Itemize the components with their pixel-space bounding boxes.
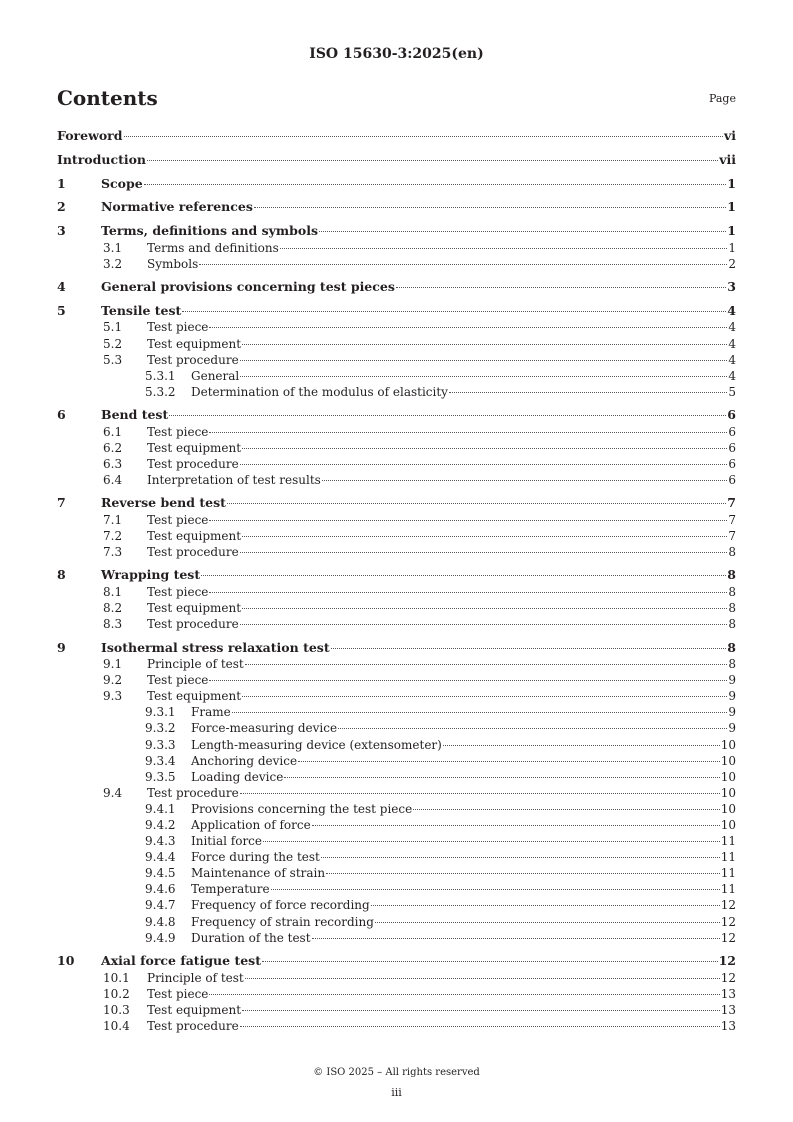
toc-entry-page: 3	[727, 279, 736, 295]
toc-entry-page: 10	[720, 801, 736, 816]
dot-leader	[298, 761, 720, 762]
toc-entry[interactable]	[57, 567, 736, 584]
toc-entry-page: 1	[728, 240, 736, 255]
toc-entry[interactable]	[57, 256, 736, 272]
toc-entry-number: 9.4.8	[145, 914, 176, 929]
toc-entry[interactable]	[57, 440, 736, 456]
toc-entry-number: 9.3	[103, 689, 123, 704]
toc-entry-page: 6	[727, 407, 736, 423]
toc-entry[interactable]	[57, 584, 736, 600]
dot-leader	[254, 207, 726, 208]
dot-leader	[240, 552, 728, 553]
toc-entry-number: 3.2	[103, 256, 123, 271]
toc-entry-page: 1	[727, 223, 736, 239]
toc-entry[interactable]	[57, 176, 736, 193]
dot-leader	[240, 1026, 720, 1027]
toc-entry-number: 3.1	[103, 240, 123, 255]
toc-entry-number: 9.3.2	[145, 721, 176, 736]
dot-leader	[240, 376, 727, 377]
toc-entry-number: 8.1	[103, 584, 123, 599]
toc-entry-title: Test piece	[147, 424, 209, 439]
toc-entry[interactable]	[57, 336, 736, 352]
toc-entry-title: Introduction	[57, 151, 147, 167]
toc-entry[interactable]	[57, 897, 736, 913]
toc-entry[interactable]	[57, 528, 736, 544]
toc-entry-title: Test piece	[147, 512, 209, 527]
toc-entry-number: 9.4.1	[145, 801, 176, 816]
toc-entry-page: 10	[720, 737, 736, 752]
toc-entry-number: 5	[57, 302, 66, 318]
toc-entry-title: Length-measuring device (extensometer)	[191, 737, 442, 752]
dot-leader	[242, 608, 727, 609]
toc-entry[interactable]	[57, 737, 736, 753]
toc-entry[interactable]	[57, 600, 736, 616]
toc-entry-number: 9.1	[103, 657, 123, 672]
toc-entry-title: Force-measuring device	[191, 721, 338, 736]
toc-entry-title: Test piece	[147, 986, 209, 1001]
toc-entry-page: 11	[720, 834, 736, 849]
dot-leader	[262, 961, 718, 962]
dot-leader	[443, 745, 720, 746]
toc-entry-title: Test piece	[147, 584, 209, 599]
toc-entry[interactable]	[57, 720, 736, 736]
toc-entry-number: 4	[57, 279, 66, 295]
toc-entry-title: Provisions concerning the test piece	[191, 801, 413, 816]
copyright-notice: © ISO 2025 – All rights reserved	[313, 1067, 480, 1078]
toc-entry-title: Principle of test	[147, 970, 244, 985]
dot-leader	[240, 464, 728, 465]
dot-leader	[375, 922, 720, 923]
dot-leader	[242, 344, 727, 345]
dot-leader	[245, 978, 720, 979]
toc-entry[interactable]	[57, 368, 736, 384]
toc-entry-number: 9.3.3	[145, 737, 176, 752]
toc-entry[interactable]	[57, 833, 736, 849]
toc-entry-page: 4	[728, 320, 736, 335]
toc-entry-page: 7	[728, 529, 736, 543]
toc-entry-title: General	[191, 368, 240, 383]
toc-entry-number: 5.3	[103, 352, 123, 367]
toc-entry-title: Interpretation of test results	[147, 473, 321, 488]
toc-entry-title: Foreword	[57, 128, 123, 143]
toc-entry-page: 6	[728, 456, 736, 471]
toc-entry-number: 3	[57, 223, 66, 239]
toc-entry-title: Application of force	[191, 818, 311, 832]
dot-leader	[232, 712, 728, 713]
toc-entry-number: 6.4	[103, 473, 123, 488]
toc-entry-number: 10.2	[103, 986, 130, 1001]
toc-entry[interactable]	[57, 672, 736, 688]
toc-entry[interactable]	[57, 128, 736, 145]
dot-leader	[240, 360, 728, 361]
toc-entry-number: 7	[57, 495, 66, 511]
toc-entry-page: 7	[728, 512, 736, 527]
toc-entry-title: Normative references	[101, 199, 253, 215]
toc-entry-page: 9	[728, 689, 736, 704]
page-column-label: Page	[708, 92, 736, 105]
dot-leader	[331, 648, 727, 649]
dot-leader	[245, 664, 728, 665]
toc-entry-number: 7.2	[103, 529, 123, 543]
dot-leader	[199, 264, 727, 265]
toc-entry-number: 8.2	[103, 601, 123, 616]
dot-leader	[242, 448, 727, 449]
toc-entry-page: 6	[728, 440, 736, 455]
toc-entry-title: Wrapping test	[101, 567, 201, 583]
toc-entry-title: General provisions concerning test pieces	[101, 279, 395, 295]
toc-entry-number: 7.1	[103, 512, 123, 527]
toc-entry[interactable]	[57, 544, 736, 560]
toc-entry-title: Initial force	[191, 834, 262, 849]
toc-entry-title: Anchoring device	[191, 753, 298, 768]
dot-leader	[321, 857, 720, 858]
toc-entry-page: 1	[727, 199, 736, 215]
dot-leader	[169, 415, 726, 416]
toc-entry[interactable]	[57, 865, 736, 881]
toc-entry[interactable]	[57, 223, 736, 240]
toc-entry-title: Scope	[101, 175, 143, 191]
dot-leader	[449, 392, 727, 393]
toc-entry[interactable]	[57, 817, 736, 833]
toc-entry-title: Duration of the test	[191, 930, 311, 945]
toc-entry-title: Test procedure	[147, 1018, 239, 1033]
toc-entry-page: 8	[728, 617, 736, 632]
toc-entry-page: 9	[728, 721, 736, 736]
toc-entry[interactable]	[57, 152, 736, 169]
toc-entry[interactable]	[57, 881, 736, 897]
toc-entry[interactable]	[57, 688, 736, 704]
toc-entry-number: 5.3.2	[145, 384, 176, 399]
dot-leader	[312, 825, 720, 826]
toc-entry[interactable]	[57, 1018, 736, 1034]
toc-entry[interactable]	[57, 1002, 736, 1018]
toc-entry-page: 11	[720, 882, 736, 897]
dot-leader	[319, 231, 726, 232]
dot-leader	[144, 184, 727, 185]
dot-leader	[263, 841, 720, 842]
toc-entry-page: 8	[728, 545, 736, 560]
toc-entry-number: 6.2	[103, 440, 123, 455]
toc-entry-number: 10.1	[103, 970, 130, 985]
toc-entry-page: 12	[720, 914, 736, 929]
toc-entry-page: 13	[720, 1002, 736, 1017]
toc-entry[interactable]	[57, 753, 736, 769]
toc-entry-title: Test equipment	[147, 1002, 242, 1017]
dot-leader	[271, 889, 720, 890]
toc-entry-title: Tensile test	[101, 302, 182, 318]
toc-entry[interactable]	[57, 970, 736, 986]
toc-entry-number: 9.4	[103, 785, 123, 800]
toc-entry[interactable]	[57, 930, 736, 946]
toc-entry-page: 6	[728, 424, 736, 439]
dot-leader	[312, 938, 720, 939]
toc-entry-page: 4	[727, 302, 736, 318]
toc-entry-number: 10.3	[103, 1002, 130, 1017]
dot-leader	[242, 696, 727, 697]
toc-entry-number: 5.2	[103, 336, 123, 351]
dot-leader	[209, 592, 727, 593]
toc-entry-title: Axial force fatigue test	[101, 953, 261, 969]
toc-entry[interactable]	[57, 303, 736, 320]
dot-leader	[284, 777, 719, 778]
dot-leader	[209, 680, 727, 681]
toc-entry[interactable]	[57, 384, 736, 400]
toc-entry-title: Reverse bend test	[101, 495, 226, 511]
toc-entry-title: Force during the test	[191, 850, 320, 865]
toc-entry-title: Principle of test	[147, 657, 244, 672]
toc-entry-number: 5.1	[103, 320, 123, 335]
toc-entry[interactable]	[57, 704, 736, 720]
toc-entry-title: Test procedure	[147, 785, 239, 800]
toc-entry-page: vii	[719, 151, 736, 167]
dot-leader	[326, 873, 720, 874]
toc-entry-number: 9.4.5	[145, 866, 176, 881]
table-of-contents	[57, 128, 736, 1034]
dot-leader	[240, 624, 728, 625]
dot-leader	[413, 809, 719, 810]
toc-entry-page: 11	[720, 866, 736, 881]
dot-leader	[280, 248, 728, 249]
toc-entry-title: Test equipment	[147, 689, 242, 704]
toc-entry-number: 10.4	[103, 1018, 130, 1033]
toc-entry-page: vi	[723, 128, 736, 143]
dot-leader	[124, 136, 723, 137]
toc-entry[interactable]	[57, 424, 736, 440]
dot-leader	[242, 1010, 720, 1011]
toc-entry-number: 9	[57, 639, 66, 655]
toc-entry[interactable]	[57, 849, 736, 865]
toc-entry-title: Determination of the modulus of elasticity	[191, 384, 448, 399]
toc-entry-title: Temperature	[191, 882, 270, 897]
toc-entry-page: 6	[728, 473, 736, 488]
toc-entry-number: 2	[57, 199, 66, 215]
dot-leader	[209, 432, 727, 433]
toc-entry[interactable]	[57, 456, 736, 472]
toc-entry[interactable]	[57, 640, 736, 657]
toc-entry-page: 13	[720, 1018, 736, 1033]
toc-entry-page: 13	[720, 986, 736, 1001]
toc-entry-page: 7	[727, 495, 736, 511]
dot-leader	[396, 287, 726, 288]
toc-entry-number: 9.4.7	[145, 898, 176, 913]
toc-entry-number: 8	[57, 567, 66, 583]
dot-leader	[147, 160, 718, 161]
toc-entry-title: Test procedure	[147, 456, 239, 471]
toc-entry-page: 8	[727, 567, 736, 583]
toc-entry-number: 9.3.1	[145, 705, 176, 720]
toc-entry-number: 10	[57, 953, 75, 969]
toc-entry-title: Maintenance of strain	[191, 866, 326, 881]
toc-entry[interactable]	[57, 352, 736, 368]
toc-entry-title: Frequency of force recording	[191, 898, 370, 913]
toc-entry-title: Test equipment	[147, 529, 242, 543]
dot-leader	[209, 520, 727, 521]
toc-entry[interactable]	[57, 914, 736, 930]
dot-leader	[242, 536, 727, 537]
toc-entry[interactable]	[57, 199, 736, 216]
toc-entry-page: 10	[720, 818, 736, 832]
toc-entry-page: 11	[720, 850, 736, 865]
toc-entry-title: Test procedure	[147, 352, 239, 367]
toc-entry[interactable]	[57, 616, 736, 632]
toc-entry-page: 10	[720, 753, 736, 768]
toc-entry-page: 2	[728, 256, 736, 271]
toc-entry[interactable]	[57, 953, 736, 970]
toc-entry-number: 6	[57, 407, 66, 423]
toc-entry-page: 9	[728, 673, 736, 688]
toc-entry-number: 7.3	[103, 545, 123, 560]
toc-entry-number: 9.4.6	[145, 882, 176, 897]
toc-entry-number: 6.3	[103, 456, 123, 471]
toc-entry[interactable]	[57, 495, 736, 512]
toc-entry[interactable]	[57, 319, 736, 335]
toc-entry-title: Isothermal stress relaxation test	[101, 639, 330, 655]
toc-entry-number: 6.1	[103, 424, 123, 439]
toc-entry-page: 10	[720, 769, 736, 784]
dot-leader	[227, 503, 726, 504]
toc-entry-number: 9.4.9	[145, 930, 176, 945]
toc-entry-title: Symbols	[147, 256, 199, 271]
toc-entry-number: 9.4.3	[145, 834, 176, 849]
toc-entry-number: 9.3.5	[145, 769, 176, 784]
page-number: iii	[391, 1086, 402, 1099]
toc-entry-page: 8	[727, 639, 736, 655]
toc-entry-number: 9.4.4	[145, 850, 176, 865]
toc-entry-title: Bend test	[101, 407, 169, 423]
toc-entry-title: Test equipment	[147, 440, 242, 455]
toc-entry[interactable]	[57, 656, 736, 672]
toc-entry-title: Frequency of strain recording	[191, 914, 374, 929]
document-id: ISO 15630-3:2025(en)	[309, 46, 484, 62]
toc-entry-title: Test piece	[147, 320, 209, 335]
toc-entry-page: 8	[728, 601, 736, 616]
toc-entry-page: 12	[720, 970, 736, 985]
toc-entry-title: Test procedure	[147, 617, 239, 632]
toc-entry-page: 12	[718, 953, 736, 969]
toc-entry-number: 8.3	[103, 617, 123, 632]
toc-entry-title: Loading device	[191, 769, 284, 784]
dot-leader	[240, 793, 720, 794]
toc-entry-title: Test piece	[147, 673, 209, 688]
toc-entry-title: Test equipment	[147, 601, 242, 616]
dot-leader	[201, 575, 726, 576]
toc-entry-page: 12	[720, 898, 736, 913]
toc-entry-page: 8	[728, 584, 736, 599]
toc-entry-number: 1	[57, 175, 66, 191]
toc-entry[interactable]	[57, 785, 736, 801]
toc-entry-title: Terms, definitions and symbols	[101, 223, 318, 239]
toc-entry-number: 9.2	[103, 673, 123, 688]
toc-entry-page: 4	[728, 368, 736, 383]
toc-entry-page: 9	[728, 705, 736, 720]
toc-entry[interactable]	[57, 986, 736, 1002]
toc-entry-title: Frame	[191, 705, 231, 720]
toc-entry[interactable]	[57, 769, 736, 785]
dot-leader	[182, 311, 726, 312]
toc-entry-page: 10	[720, 785, 736, 800]
toc-entry[interactable]	[57, 279, 736, 296]
toc-entry-number: 9.3.4	[145, 753, 176, 768]
dot-leader	[209, 327, 727, 328]
dot-leader	[322, 480, 728, 481]
toc-entry[interactable]	[57, 240, 736, 256]
toc-entry-page: 1	[727, 175, 736, 191]
toc-entry-title: Test procedure	[147, 545, 239, 560]
dot-leader	[209, 994, 719, 995]
toc-entry-page: 4	[728, 352, 736, 367]
toc-entry[interactable]	[57, 407, 736, 424]
toc-entry-page: 12	[720, 930, 736, 945]
toc-entry[interactable]	[57, 512, 736, 528]
toc-entry-page: 4	[728, 336, 736, 351]
toc-entry[interactable]	[57, 801, 736, 817]
toc-entry-title: Terms and definitions	[147, 240, 279, 255]
toc-entry-number: 9.4.2	[145, 818, 176, 832]
toc-entry-page: 8	[728, 657, 736, 672]
toc-entry-page: 5	[728, 384, 736, 399]
dot-leader	[338, 728, 727, 729]
toc-entry-title: Test equipment	[147, 336, 242, 351]
toc-entry[interactable]	[57, 472, 736, 488]
toc-entry-number: 5.3.1	[145, 368, 176, 383]
dot-leader	[371, 905, 720, 906]
page-title: Contents	[57, 86, 158, 110]
